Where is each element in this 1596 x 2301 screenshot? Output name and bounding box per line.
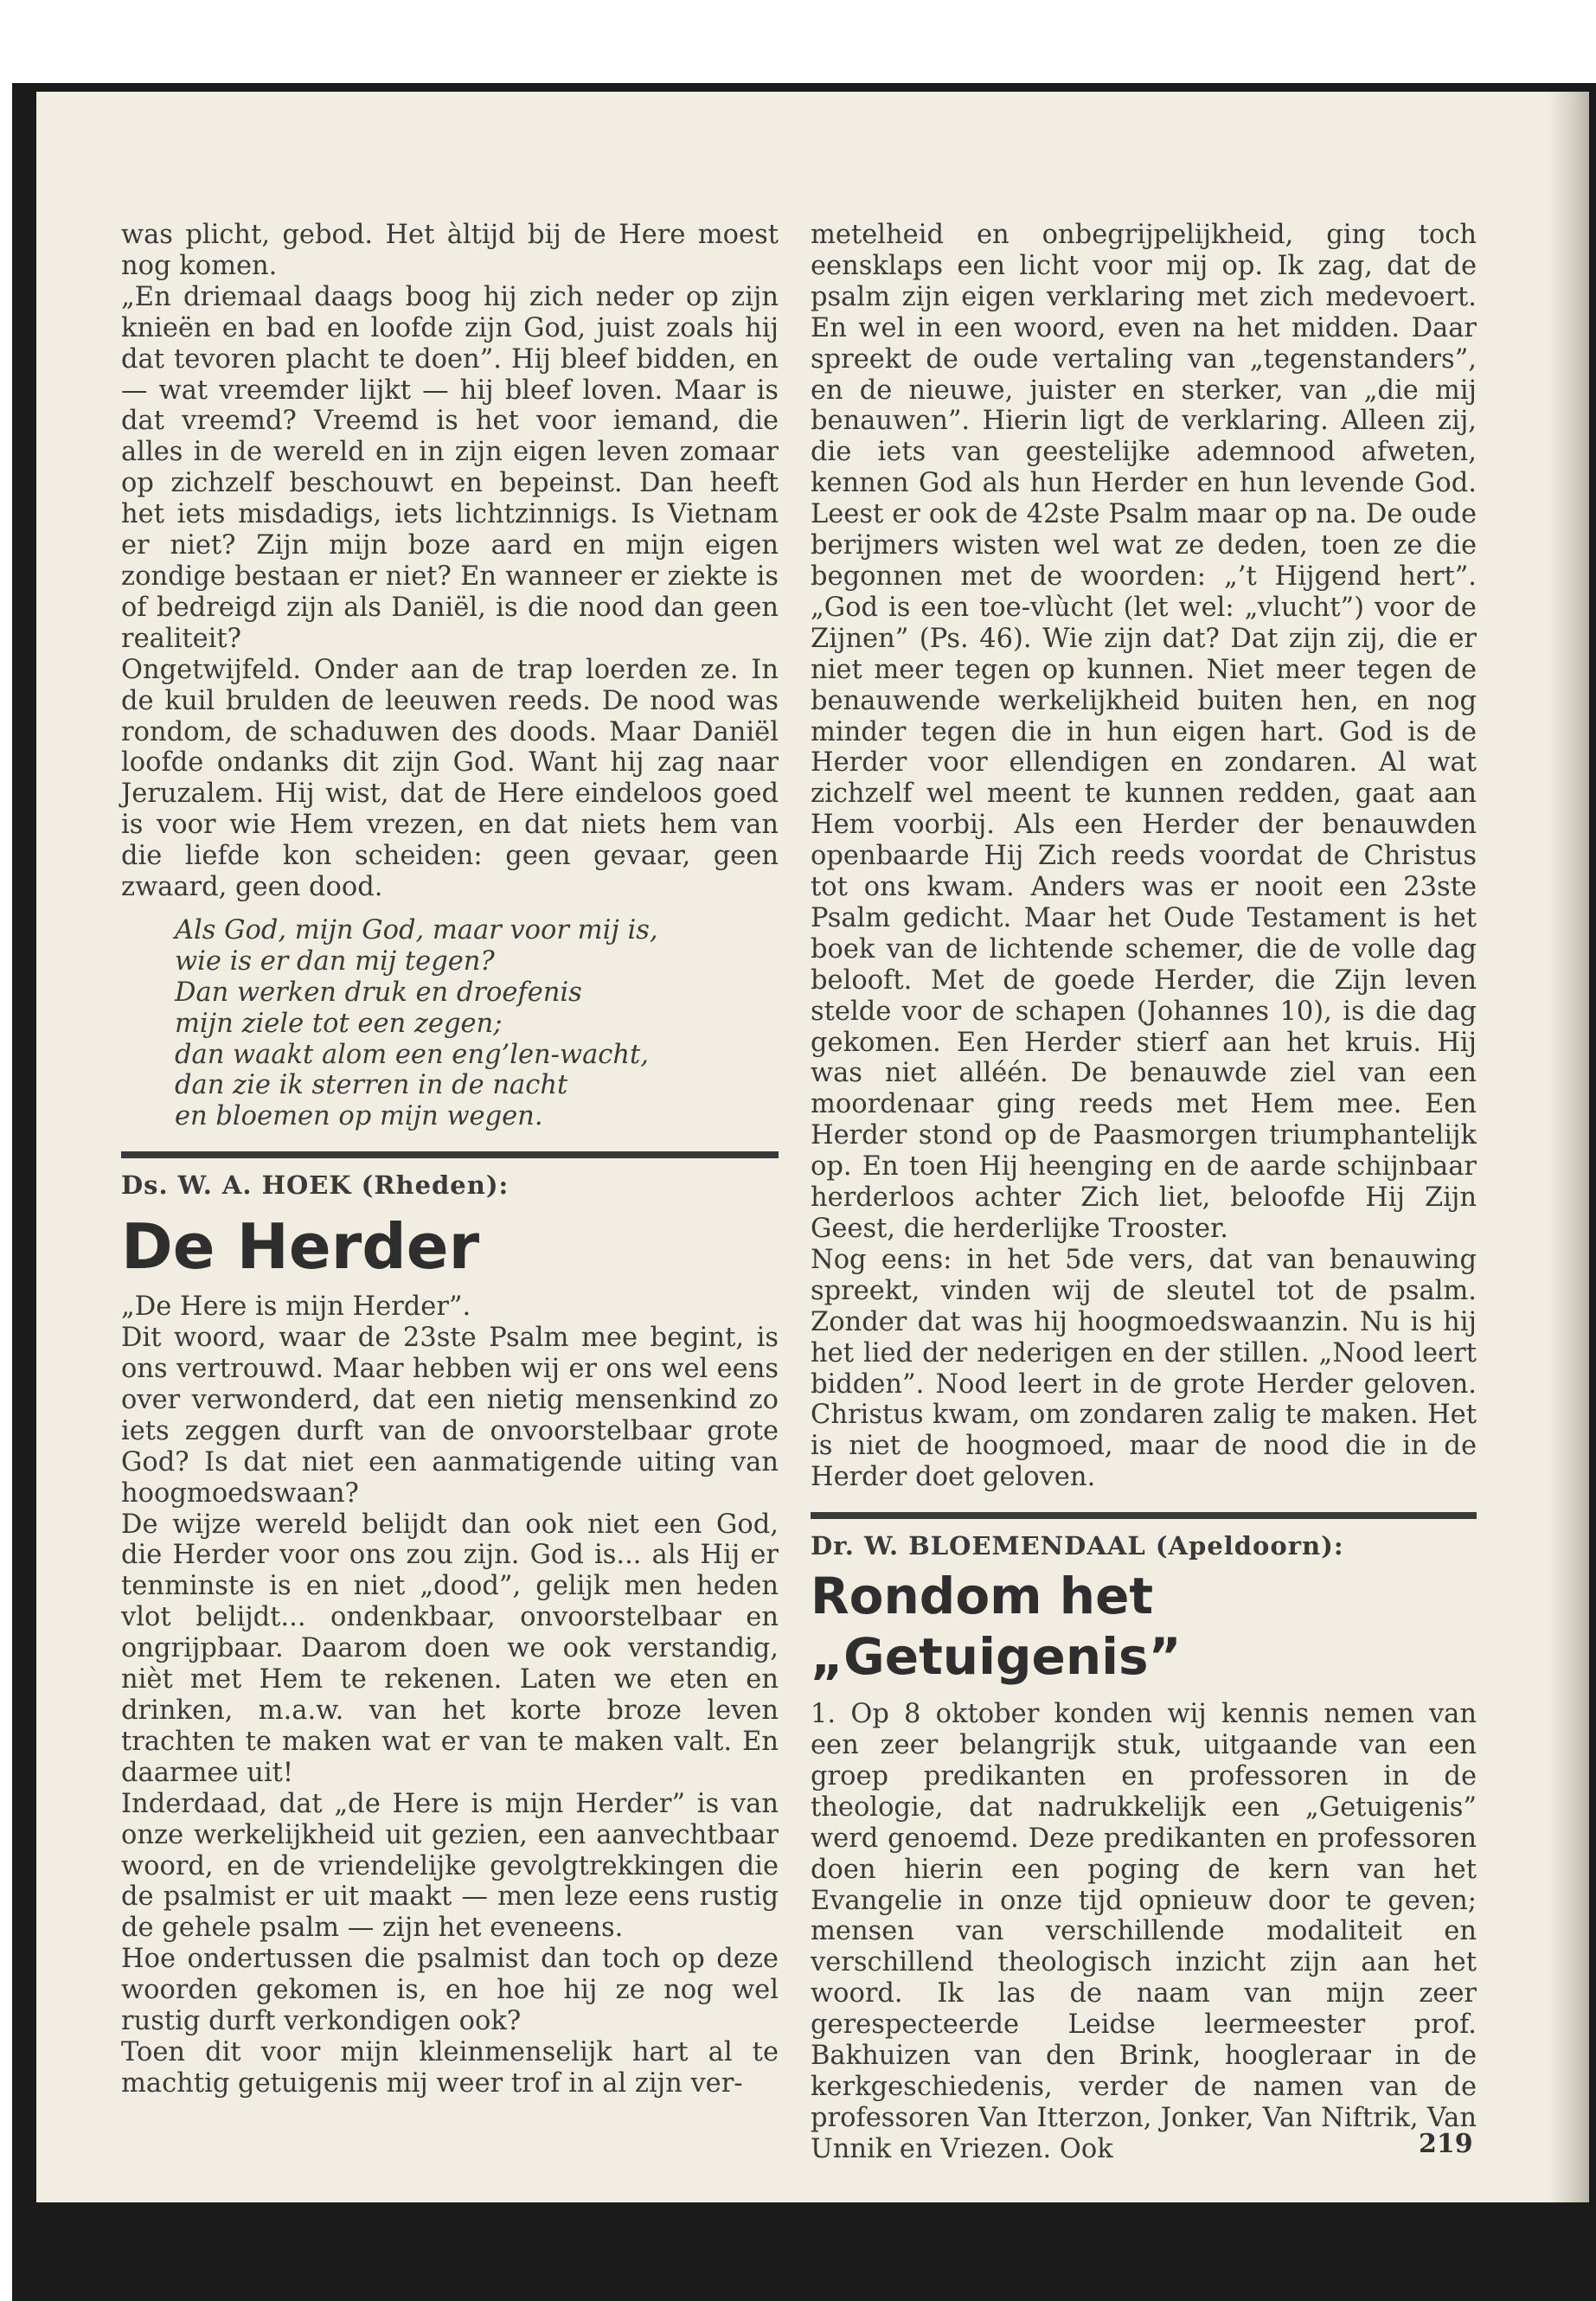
left-column	[121, 220, 779, 2099]
paragraph: Dit woord, waar de 23ste Psalm mee begint, is ons vertrouwd. Maar hebben wij er ons wel eens over verwonderd, dat een nietig mensenkind zo iets zeggen durft van de onvoorstelbaar grote God? Is dat niet een aanmatigende uiting van hoogmoedswaan?	[121, 1323, 779, 1509]
paragraph: Ongetwijfeld. Onder aan de trap loerden ze. In de kuil brulden de leeuwen reeds. De nood was rondom, de schaduwen des doods. Maar Daniël loofde ondanks dit zijn God. Want hij zag naar Jeruzalem. Hij wist, dat de Here eindeloos goed is voor wie Hem vrezen, en dat niets hem van die liefde kon scheiden: geen gevaar, geen zwaard, geen dood.	[121, 654, 779, 903]
page-edge	[1548, 92, 1589, 2202]
poem-line: Dan werken druk en droefenis	[175, 977, 582, 1008]
poem-line: dan waakt alom een eng’len-wacht,	[175, 1039, 649, 1070]
page-number: 219	[1419, 2129, 1473, 2159]
paragraph: metelheid en onbegrijpelijkheid, ging toch eensklaps een licht voor mij op. Ik zag, dat de psalm zijn eigen verklaring met zich medevoert. En wel in een woord, even na het midden. Daar spreekt de oude vertaling van „tegenstanders”, en de nieuwe, juister en sterker, van „die mij benauwen”. Hierin ligt de verklaring. Alleen zij, die iets van geestelijke ademnood afweten, kennen God als hun Herder en hun levende God. Leest er ook de 42ste Psalm maar op na. De oude berijmers wisten wel wat ze deden, toen ze die begonnen met de woorden: „’t Hijgend hert”. „God is een toe-vlùcht (let wel: „vlucht”) voor de Zijnen” (Ps. 46). Wie zijn dat? Dat zijn zij, die er niet meer tegen op kunnen. Niet meer tegen de benauwende werkelijkheid buiten hen, en nog minder tegen die in hun eigen hart. God is de Herder voor ellendigen en zondaren. Al wat zichzelf wel meent te kunnen redden, gaat aan Hem voorbij. Als een Herder der benauwden openbaarde Hij Zich reeds voordat de Christus tot ons kwam. Anders was er nooit een 23ste Psalm gedicht. Maar het Oude Testament is het boek van de lichtende schemer, die de volle dag belooft. Met de goede Herder, die Zijn leven stelde voor de schapen (Johannes 10), is die dag gekomen. Een Herder stierf aan het kruis. Hij was niet alléén. De benauwde ziel van een moordenaar ging reeds met Hem mee. Een Herder stond op de Paasmorgen triumphantelijk op. En toen Hij heenging en de aarde schijnbaar herderloos achter Zich liet, beloofde Hij Zijn Geest, die herderlijke Trooster.	[811, 220, 1477, 1244]
paragraph: „En driemaal daags boog hij zich neder op zijn knieën en bad en loofde zijn God, juist zoals hij dat tevoren placht te doen”. Hij bleef bidden, en — wat vreemder lijkt — hij bleef loven. Maar is dat vreemd? Vreemd is het voor iemand, die alles in de wereld en in zijn eigen leven zomaar op zichzelf beschouwt en bepeinst. Dan heeft het iets misdadigs, iets lichtzinnigs. Is Vietnam er niet? Zijn mijn boze aard en mijn eigen zondige bestaan er niet? En wanneer er ziekte is of bedreigd zijn als Daniël, is die nood dan geen realiteit?	[121, 281, 779, 654]
article-title: Rondom het „Getuigenis”	[811, 1567, 1182, 1687]
poem-stanza	[175, 915, 779, 1132]
paragraph: De wijze wereld belijdt dan ook niet een God, die Herder voor ons zou zijn. God is... als Hij er tenminste is en niet „dood”, gelijk men heden vlot belijdt... ondenkbaar, onvoorstelbaar en ongrijpbaar. Daarom doen we ook verstandig, nièt met Hem te rekenen. Laten we eten en drinken, m.a.w. van het korte broze leven trachten te maken wat er van te maken valt. En daarmee uit!	[121, 1509, 779, 1788]
paragraph: Toen dit voor mijn kleinmenselijk hart al te machtig getuigenis mij weer trof in al zijn ver-	[121, 2036, 779, 2099]
section-divider	[811, 1512, 1477, 1519]
poem-line: mijn ziele tot een zegen;	[175, 1008, 503, 1039]
magazine-page	[36, 92, 1589, 2202]
paragraph: „De Here is mijn Herder”.	[121, 1292, 471, 1323]
paragraph: 1. Op 8 oktober konden wij kennis nemen van een zeer belangrijk stuk, uitgaande van een groep predikanten en professoren in de theologie, dat nadrukkelijk een „Getuigenis” werd genoemd. Deze predikanten en professoren doen hierin een poging de kern van het Evangelie in onze tijd opnieuw door te geven; mensen van verschillende modaliteit en verschillend theologisch inzicht zijn aan het woord. Ik las de naam van mijn zeer gerespecteerde Leidse leermeester prof. Bakhuizen van den Brink, hoogleraar in de kerkgeschiedenis, verder de namen van de professoren Van Itterzon, Jonker, Van Niftrik, Van Unnik en Vriezen. Ook	[811, 1699, 1477, 2164]
poem-line: dan zie ik sterren in de nacht	[175, 1070, 568, 1101]
section-divider	[121, 1151, 779, 1158]
poem-line: Als God, mijn God, maar voor mij is,	[175, 914, 658, 945]
article-byline: Dr. W. BLOEMENDAAL (Apeldoorn):	[811, 1531, 1344, 1561]
right-column	[811, 220, 1477, 2165]
paragraph: Inderdaad, dat „de Here is mijn Herder” is van onze werkelijkheid uit gezien, een aanvechtbaar woord, en de vriendelijke gevolgtrekkingen die de psalmist er uit maakt — men leze eens rustig de gehele psalm — zijn het eveneens.	[121, 1788, 779, 1944]
article-byline: Ds. W. A. HOEK (Rheden):	[121, 1170, 510, 1201]
poem-line: en bloemen op mijn wegen.	[175, 1101, 543, 1132]
article-title: De Herder	[121, 1210, 480, 1284]
paragraph: was plicht, gebod. Het àltijd bij de Here moest nog komen.	[121, 220, 779, 281]
paragraph: Hoe ondertussen die psalmist dan toch op deze woorden gekomen is, en hoe hij ze nog wel rustig durft verkondigen ook?	[121, 1944, 779, 2037]
paragraph: Nog eens: in het 5de vers, dat van benauwing spreekt, vinden wij de sleutel tot de psalm. Zonder dat was hij hoogmoedswaanzin. Nu is hij het lied der nederigen en der stillen. „Nood leert bidden”. Nood leert in de grote Herder geloven. Christus kwam, om zondaren zalig te maken. Het is niet de hoogmoed, maar de nood die in de Herder doet geloven.	[811, 1244, 1477, 1493]
poem-line: wie is er dan mij tegen?	[175, 945, 495, 977]
